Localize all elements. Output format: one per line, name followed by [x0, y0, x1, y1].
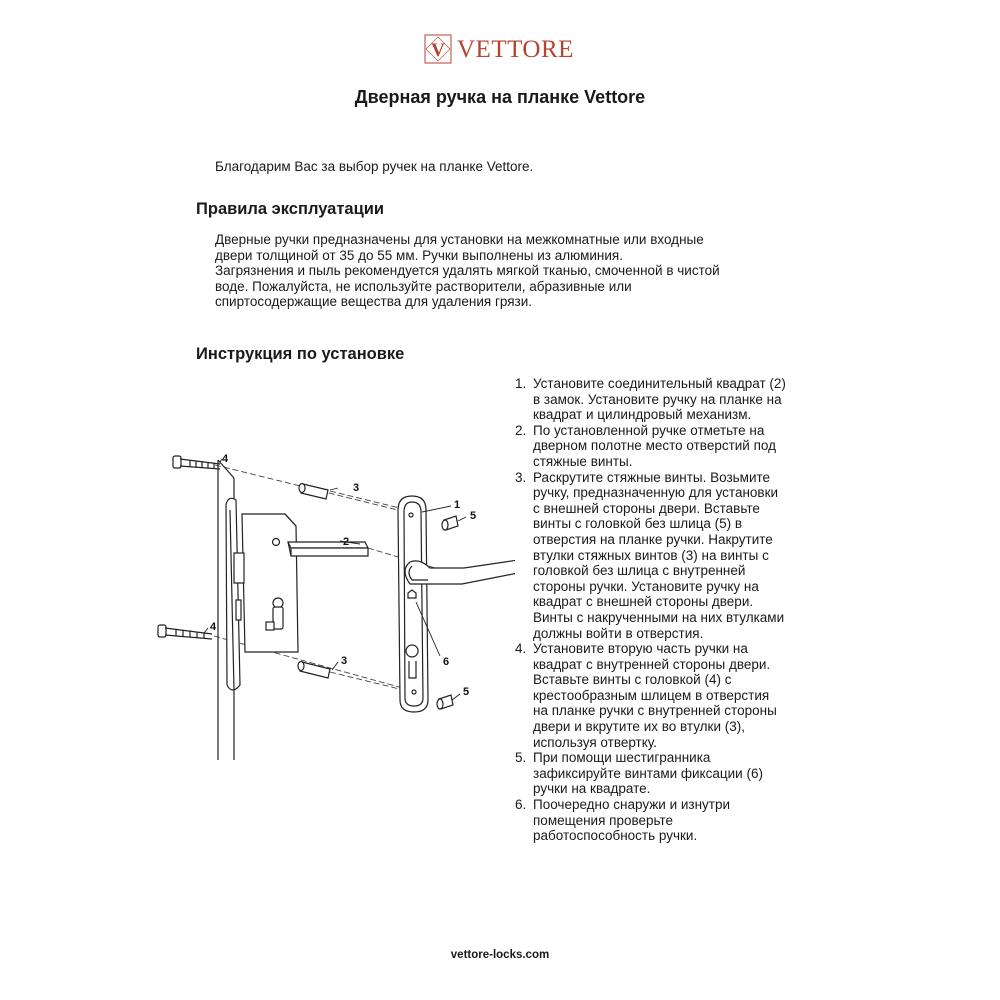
mortise-lock — [226, 498, 298, 690]
callout-4-bottom: 4 — [210, 621, 217, 633]
installation-step — [515, 423, 845, 470]
rules-line: Дверные ручки предназначены для установки на межкомнатные или входные — [215, 232, 704, 247]
step-text-line: По установленной ручке отметьте на — [533, 422, 765, 438]
step-number: 1. — [515, 376, 527, 391]
step-text-line: Винты с накрученными на них втулками — [533, 609, 785, 625]
step-text-line: работоспособность ручки. — [533, 828, 698, 844]
installation-step — [515, 797, 845, 844]
installation-step — [515, 750, 845, 797]
step-text-line: квадрат с внутренней стороны двери. — [533, 656, 771, 672]
callout-4-top: 4 — [222, 453, 229, 465]
step-text-line: квадрат с внешней стороны двери. — [533, 594, 754, 610]
intro-text: Благодарим Вас за выбор ручек на планке Vettore. — [215, 159, 534, 174]
screw-4-top — [173, 456, 220, 469]
step-text-line: втулки стяжных винтов (3) на винты с — [533, 547, 769, 563]
install-heading: Инструкция по установке — [196, 345, 405, 363]
step-number: 2. — [515, 422, 527, 438]
callout-1: 1 — [454, 499, 461, 511]
brand-name: VETTORE — [457, 36, 574, 63]
step-text-line: квадрат и цилиндровый механизм. — [533, 407, 752, 423]
logo-letter: V — [431, 40, 445, 61]
step-text-line: Поочередно снаружи и изнутри — [533, 797, 731, 813]
step-text-line: При помощи шестигранника — [533, 750, 711, 766]
step-text-line: ручки на квадрате. — [533, 781, 651, 797]
step-text-line: Установите соединительный квадрат (2) — [533, 376, 786, 391]
step-text-line: двери и вкрутите их во втулки (3), — [533, 719, 746, 735]
rules-heading: Правила эксплуатации — [196, 200, 385, 218]
logo-emblem — [424, 34, 452, 64]
step-text-line: зафиксируйте винтами фиксации (6) — [533, 765, 763, 781]
brand-logo — [424, 34, 584, 68]
step-text-line: крестообразным шлицем в отверстия — [533, 687, 770, 703]
step-number: 6. — [515, 797, 527, 813]
step-text-line: в замок. Установите ручку на планке на — [533, 391, 782, 407]
step-text-line: Установите вторую часть ручки на — [533, 641, 748, 657]
screw-5-bottom — [437, 695, 453, 709]
step-text-line: головкой без шлица с внутренней — [533, 563, 746, 579]
installation-step — [515, 470, 845, 642]
footer-website: vettore-locks.com — [450, 949, 550, 961]
rules-line: Загрязнения и пыль рекомендуется удалять мягкой тканью, смоченной в чистой — [215, 263, 720, 279]
step-text-line: стяжные винты. — [533, 453, 633, 469]
connecting-square — [288, 542, 368, 556]
step-number: 5. — [515, 750, 527, 766]
step-text-line: должны войти в отверстия. — [533, 625, 704, 641]
screw-5-top — [442, 516, 458, 530]
rules-line: воде. Пожалуйста, не используйте растворители, абразивные или — [215, 278, 632, 294]
step-text-line: на планке ручки с внутренней стороны — [533, 703, 777, 719]
step-number: 3. — [515, 469, 527, 485]
installation-diagram — [155, 438, 515, 768]
step-text-line: с внешней стороны двери. Вставьте — [533, 500, 760, 516]
callout-6: 6 — [443, 656, 450, 668]
handle-lever — [405, 560, 515, 584]
installation-step — [515, 641, 845, 750]
step-text-line: дверном полотне место отверстий под — [533, 438, 776, 454]
page-title: Дверная ручка на планке Vettore — [354, 87, 646, 107]
callout-2: 2 — [343, 536, 350, 548]
step-text-line: помещения проверьте — [533, 812, 674, 828]
step-number: 4. — [515, 641, 527, 657]
callout-3-top: 3 — [353, 482, 360, 494]
step-text-line: отверстия на планке ручки. Накрутите — [533, 531, 773, 547]
installation-step — [515, 376, 845, 423]
installation-steps — [515, 376, 845, 844]
step-text-line: ручку, предназначенную для установки — [533, 485, 779, 501]
step-text-line: Вставьте винты с головкой (4) с — [533, 672, 732, 688]
step-text-line: стороны ручки. Установите ручку на — [533, 578, 759, 594]
callout-5-top: 5 — [470, 510, 477, 522]
rules-text — [215, 232, 720, 310]
screw-4-bottom — [158, 625, 212, 639]
handle-plate — [398, 496, 428, 712]
callout-3-bottom: 3 — [341, 655, 348, 667]
step-text-line: Раскрутите стяжные винты. Возьмите — [533, 469, 771, 485]
sleeve-3-top — [299, 484, 328, 500]
rules-line: двери толщиной от 35 до 55 мм. Ручки выполнены из алюминия. — [215, 247, 623, 263]
step-text-line: используя отвертку. — [533, 734, 657, 750]
step-text-line: винты с головкой без шлица (5) в — [533, 516, 743, 532]
callout-5-bottom: 5 — [463, 686, 470, 698]
rules-line: спиртосодержащие вещества для удаления грязи. — [215, 294, 533, 310]
